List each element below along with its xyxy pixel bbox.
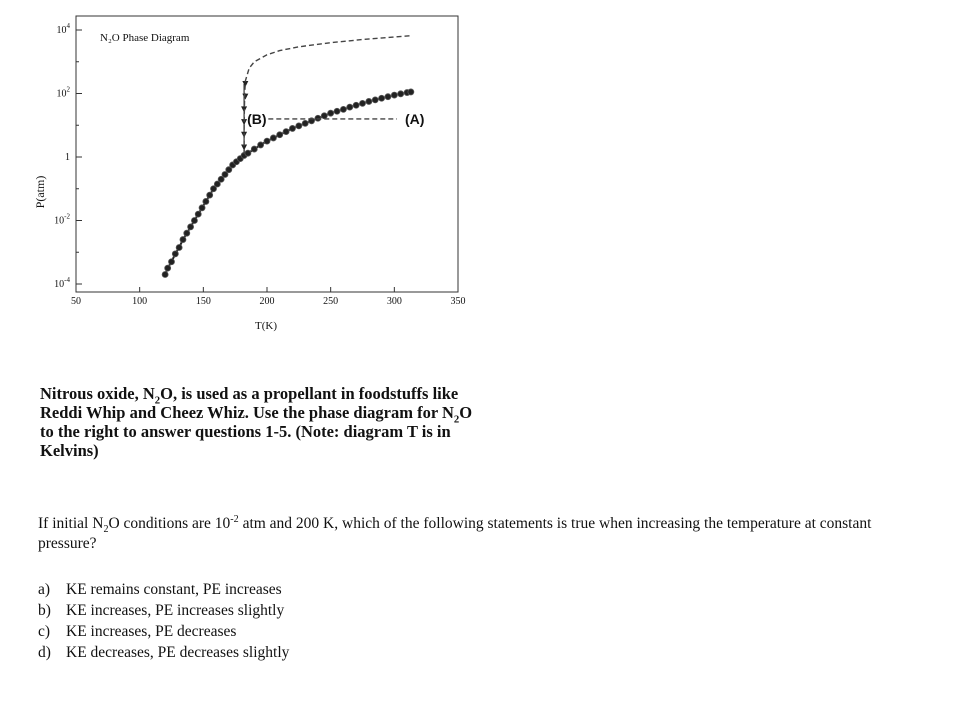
annotation-label: (A) <box>404 110 425 127</box>
answer-option-c[interactable] <box>38 621 289 642</box>
option-text: KE decreases, PE decreases slightly <box>66 644 290 661</box>
data-point <box>188 224 194 230</box>
option-letter: d) <box>38 644 51 661</box>
x-tick-label: 200 <box>259 296 275 307</box>
data-point <box>302 120 308 126</box>
data-point <box>199 205 205 211</box>
x-tick-label: 350 <box>450 296 466 307</box>
data-point <box>172 251 178 257</box>
intro-text-1: Nitrous oxide, N <box>40 384 155 403</box>
data-point <box>340 106 346 112</box>
y-tick-base: 10 <box>54 215 65 227</box>
question-text <box>38 514 918 554</box>
data-point <box>296 123 302 129</box>
phase-diagram-chart <box>28 14 468 344</box>
x-axis-label: T(K) <box>255 320 277 332</box>
y-tick-exponent: 2 <box>66 85 70 94</box>
data-point <box>379 95 385 101</box>
data-point <box>264 138 270 144</box>
x-tick-label: 150 <box>195 296 211 307</box>
y-tick-label <box>54 213 70 227</box>
data-point <box>180 237 186 243</box>
option-text: KE increases, PE decreases <box>66 623 237 640</box>
intro-text-3: O to the right to answer questions 1-5. (Note: diagram T is in Kelvins) <box>40 403 473 460</box>
intro-sub-1: 2 <box>154 394 161 407</box>
option-text: KE remains constant, PE increases <box>66 581 282 598</box>
y-tick-label <box>57 86 71 100</box>
x-tick-label: 50 <box>71 296 81 307</box>
data-point <box>169 259 175 265</box>
question-sub-1: 2 <box>103 524 109 536</box>
data-point <box>366 98 372 104</box>
y-tick-base: 1 <box>65 152 70 163</box>
data-point <box>176 244 182 250</box>
data-point <box>270 135 276 141</box>
option-letter: a) <box>38 581 51 598</box>
data-point <box>195 211 201 217</box>
data-point <box>184 230 190 236</box>
x-tick-label: 300 <box>386 296 402 307</box>
question-text-1: If initial N <box>38 515 104 532</box>
data-point <box>372 97 378 103</box>
data-point <box>398 91 404 97</box>
y-tick-label <box>57 22 71 36</box>
x-tick-label: 100 <box>132 296 148 307</box>
data-point <box>277 132 283 138</box>
data-point <box>347 104 353 110</box>
y-tick-exponent: -2 <box>64 212 70 221</box>
data-point <box>321 113 327 119</box>
plot-frame <box>76 16 458 292</box>
data-point <box>203 198 209 204</box>
data-point <box>408 89 414 95</box>
option-text: KE increases, PE increases slightly <box>66 602 285 619</box>
question-text-3: atm and 200 K, which of the following statements is true when increasing the temperature at constant pressure? <box>38 515 872 552</box>
intro-text-2: O, is used as a propellant in foodstuffs like Reddi Whip and Cheez Whiz. Use the phase diagram for N <box>40 384 459 422</box>
data-point <box>353 102 359 108</box>
answer-option-b[interactable] <box>38 600 289 621</box>
y-tick-base: 10 <box>54 279 65 290</box>
data-point <box>162 271 168 277</box>
data-point <box>391 92 397 98</box>
y-tick-exponent: -4 <box>64 276 70 284</box>
data-point <box>360 100 366 106</box>
chart-title: N₂O Phase Diagram <box>100 32 190 44</box>
data-point <box>165 265 171 271</box>
x-tick-label: 250 <box>323 296 339 307</box>
y-tick-base: 10 <box>56 88 67 100</box>
data-point <box>289 125 295 131</box>
intro-sub-2: 2 <box>453 413 460 426</box>
intro-paragraph <box>40 384 480 460</box>
question-sup-1: -2 <box>230 513 239 525</box>
y-tick-base: 10 <box>56 25 67 36</box>
option-letter: c) <box>38 623 51 640</box>
y-tick-label <box>65 152 70 163</box>
data-point <box>258 142 264 148</box>
option-letter: b) <box>38 602 51 619</box>
data-point <box>207 192 213 198</box>
data-point <box>385 94 391 100</box>
data-point <box>245 150 251 156</box>
data-point <box>283 129 289 135</box>
y-tick-label <box>54 276 70 290</box>
data-point <box>334 108 340 114</box>
answer-options <box>38 579 289 663</box>
y-tick-exponent: 4 <box>66 22 70 30</box>
data-point <box>191 218 197 224</box>
y-axis-label: P(atm) <box>33 175 47 209</box>
answer-option-d[interactable] <box>38 642 289 663</box>
data-point <box>328 110 334 116</box>
data-point <box>251 146 257 152</box>
answer-option-a[interactable] <box>38 579 289 600</box>
annotation-label: (B) <box>247 110 267 127</box>
question-text-2: O conditions are 10 <box>108 515 231 532</box>
